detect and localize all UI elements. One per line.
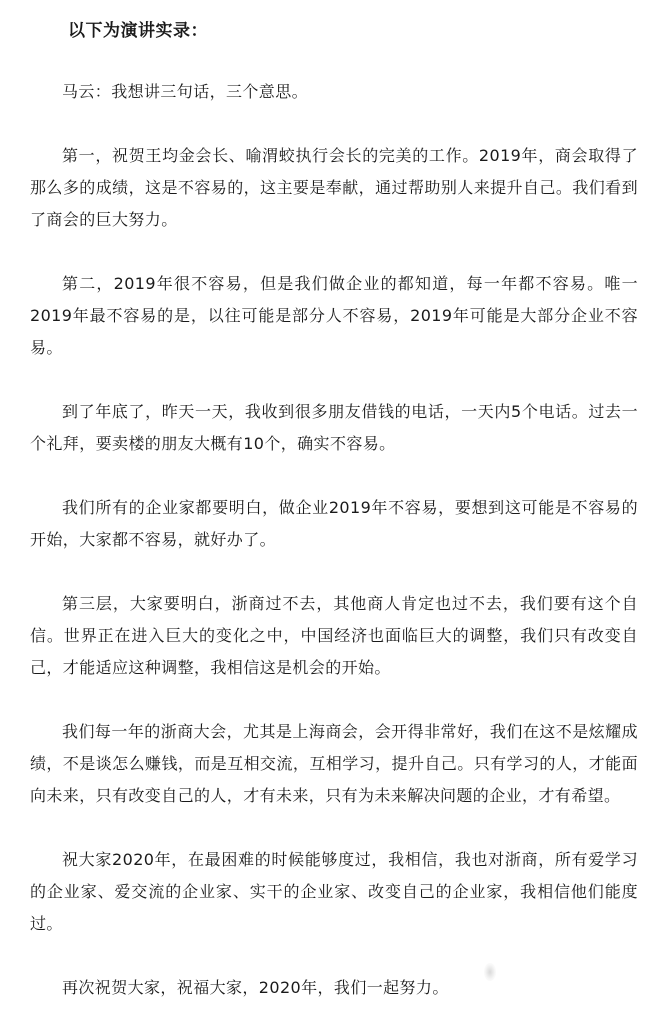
paragraph: 第二，2019年很不容易，但是我们做企业的都知道，每一年都不容易。唯一2019年最不容易的是，以往可能是部分人不容易，2019年可能是大部分企业不容易。	[30, 274, 638, 357]
paragraph: 我们所有的企业家都要明白，做企业2019年不容易，要想到这可能是不容易的开始，大家都不容易，就好办了。	[30, 498, 638, 549]
paragraph-speaker-intro: 马云：我想讲三句话，三个意思。	[62, 82, 309, 101]
paragraph: 第一，祝贺王均金会长、喻渭蛟执行会长的完美的工作。2019年，商会取得了那么多的成绩，这是不容易的，这主要是奉献，通过帮助别人来提升自己。我们看到了商会的巨大努力。	[30, 146, 638, 229]
paragraph: 祝大家2020年，在最困难的时候能够度过，我相信，我也对浙商，所有爱学习的企业家、爱交流的企业家、实干的企业家、改变自己的企业家，我相信他们能度过。	[30, 850, 638, 933]
paragraph: 第三层，大家要明白，浙商过不去，其他商人肯定也过不去，我们要有这个自信。世界正在进入巨大的变化之中，中国经济也面临巨大的调整，我们只有改变自己，才能适应这种调整，我相信这是机会的开始。	[30, 594, 638, 677]
document-title: 以下为演讲实录：	[68, 21, 208, 41]
paragraph: 我们每一年的浙商大会，尤其是上海商会，会开得非常好，我们在这不是炫耀成绩，不是谈怎么赚钱，而是互相交流，互相学习，提升自己。只有学习的人，才能面向未来，只有改变自己的人，才有未来，只有为未来解决问题的企业，才有希望。	[30, 722, 638, 805]
paragraph: 到了年底了，昨天一天，我收到很多朋友借钱的电话，一天内5个电话。过去一个礼拜，要卖楼的朋友大概有10个，确实不容易。	[30, 402, 638, 453]
paragraph-closing: 再次祝贺大家，祝福大家，2020年，我们一起努力。	[62, 978, 449, 997]
watermark-mark	[484, 963, 496, 981]
document-body	[30, 12, 638, 1036]
